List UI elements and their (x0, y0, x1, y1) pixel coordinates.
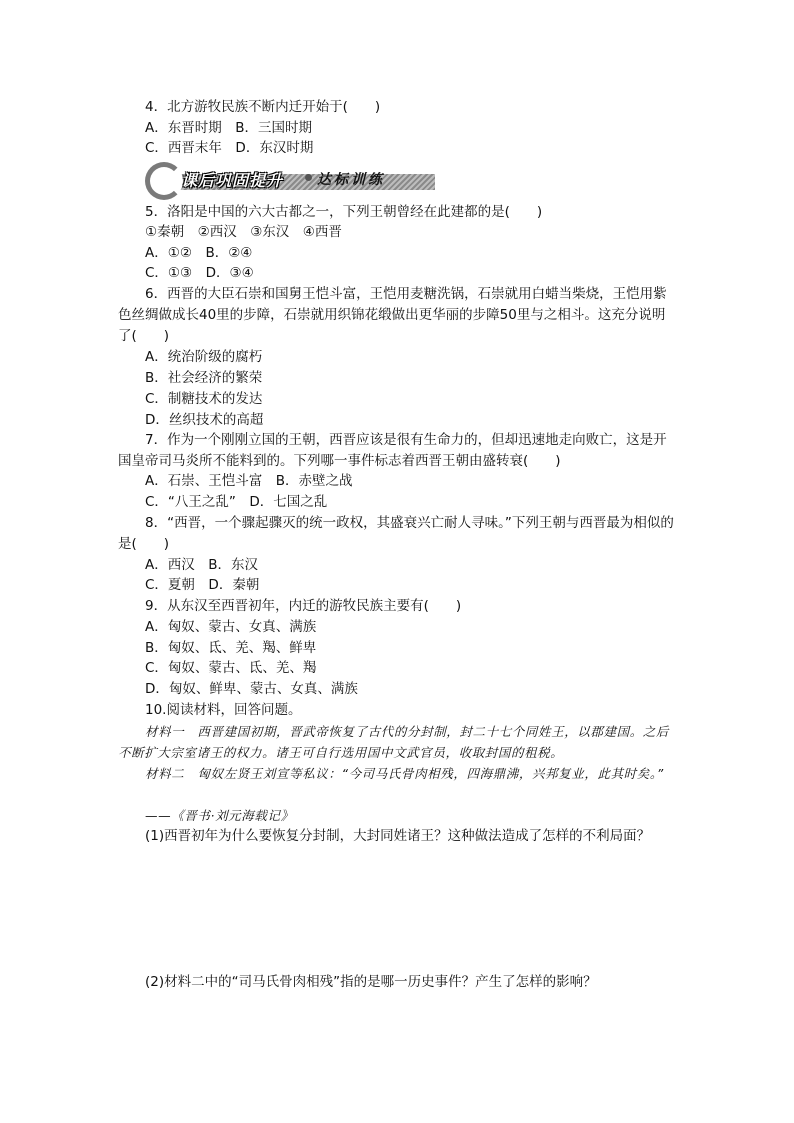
question-7-options-cd: C．“八王之乱” D．七国之乱 (145, 494, 328, 510)
material-two: 材料二 匈奴左贤王刘宣等私议：“今司马氏骨肉相残，四海鼎沸，兴邦复业，此其时矣。” (145, 766, 664, 781)
question-5-stem: 5．洛阳是中国的六大古都之一，下列王朝曾经在此建都的是( ) (145, 204, 543, 220)
question-7-options-ab: A．石崇、王恺斗富 B．赤壁之战 (145, 473, 353, 489)
question-6-option-a: A．统治阶级的腐朽 (145, 349, 263, 365)
question-8-stem: 8．“西晋，一个骤起骤灭的统一政权，其盛衰兴亡耐人寻味。”下列王朝与西晋最为相似的是( ) (118, 515, 674, 552)
question-7-stem: 7．作为一个刚刚立国的王朝，西晋应该是很有生命力的，但却迅速地走向败亡，这是开国皇帝司马炎所不能料到的。下列哪一事件标志着西晋王朝由盛转衰( ) (118, 432, 667, 469)
question-9-option-d: D．匈奴、鲜卑、蒙古、女真、满族 (145, 681, 358, 697)
question-6-stem: 6．西晋的大臣石崇和国舅王恺斗富，王恺用麦糖洗锅，石崇就用白蜡当柴烧，王恺用紫色丝绸做成长40里的步障，石崇就用织锦花缎做出更华丽的步障50里与之相斗。这充分说明了( ) (118, 286, 667, 344)
question-8-options-ab: A．西汉 B．东汉 (145, 557, 258, 573)
sub-question-2: (2)材料二中的“司马氏骨肉相残”指的是哪一历史事件？产生了怎样的影响？ (145, 974, 597, 990)
question-4-stem: 4．北方游牧民族不断内迁开始于( ) (145, 99, 381, 115)
question-5-items: ①秦朝 ②西汉 ③东汉 ④西晋 (145, 224, 342, 240)
material-one: 材料一 西晋建国初期，晋武帝恢复了古代的分封制，封二十七个同姓王，以郡建国。之后不断扩大宗室诸王的权力。诸王可自行选用国中文武官员，收取封国的租税。 (118, 724, 670, 760)
question-9-option-b: B．匈奴、氐、羌、羯、鲜卑 (145, 640, 317, 656)
question-5-options-ab: A．①② B．②④ (145, 245, 253, 261)
material-source: ——《晋书·刘元海载记》 (145, 808, 294, 823)
question-4-options-cd: C．西晋末年 D．东汉时期 (145, 140, 314, 156)
sub-question-1: (1)西晋初年为什么要恢复分封制，大封同姓诸王？这种做法造成了怎样的不利局面？ (145, 828, 651, 844)
question-9-stem: 9．从东汉至西晋初年，内迁的游牧民族主要有( ) (145, 598, 462, 614)
question-6-option-b: B．社会经济的繁荣 (145, 370, 263, 386)
question-5-options-cd: C．①③ D．③④ (145, 265, 254, 281)
question-8-options-cd: C．夏朝 D．秦朝 (145, 577, 260, 593)
question-4-options-ab: A．东晋时期 B．三国时期 (145, 120, 312, 136)
question-6-option-d: D．丝织技术的高超 (145, 412, 264, 428)
question-10-stem: 10.阅读材料，回答问题。 (145, 702, 302, 718)
banner-title: 课后巩固提升 (181, 171, 284, 190)
question-6-option-c: C．制糖技术的发达 (145, 391, 263, 407)
question-9-option-a: A．匈奴、蒙古、女真、满族 (145, 619, 317, 635)
letter-c-ring-icon (145, 162, 183, 200)
question-9-option-c: C．匈奴、蒙古、氐、羌、羯 (145, 660, 317, 676)
section-banner (145, 162, 435, 194)
bullet-dot-icon (305, 174, 312, 181)
banner-subtitle: 达标训练 (317, 172, 385, 188)
